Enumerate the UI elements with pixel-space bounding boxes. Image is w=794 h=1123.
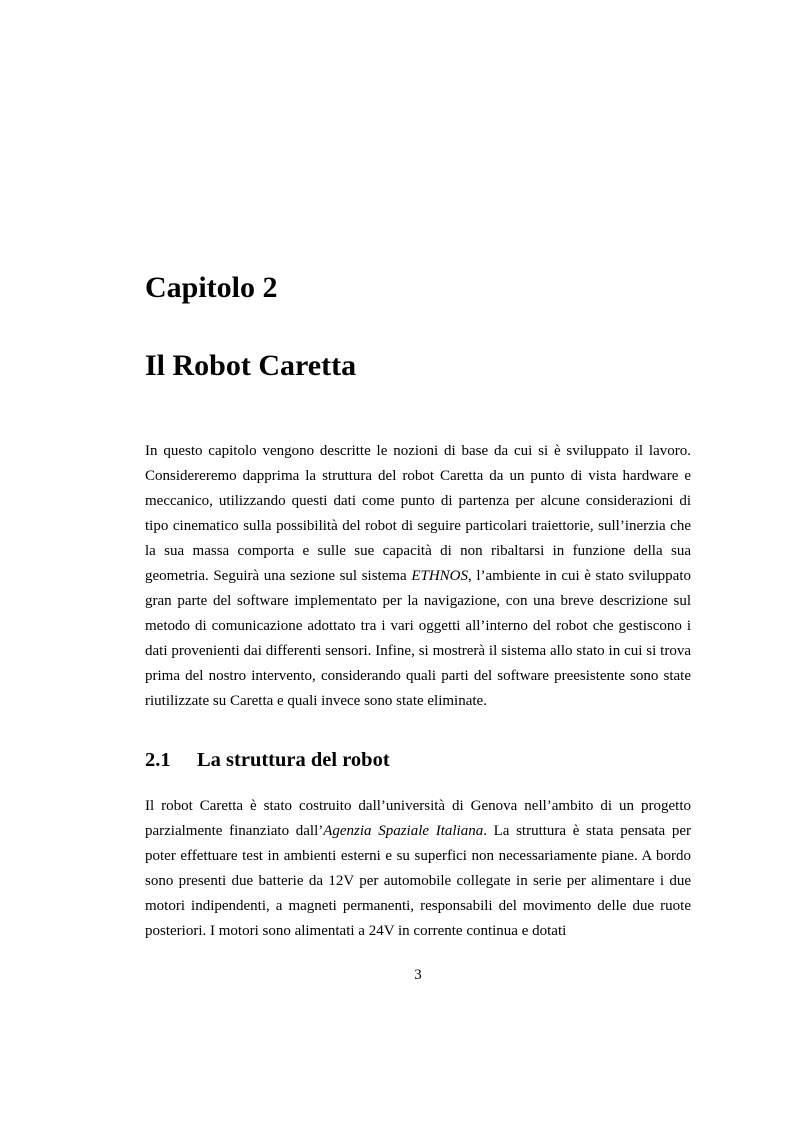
section-text-part-2: . La struttura è stata pensata per poter effettuare test in ambienti esterni e su superfici non necessariamente piane. A bordo sono presenti due batterie da 12V per automobile collegate in serie per alimentare i due motori indipendenti, a magneti permanenti, responsabili del movimento delle due ruote posteriori. I motori sono alimentati a 24V in corrente continua e dotati: [145, 823, 691, 939]
section-heading: [145, 747, 390, 773]
chapter-label: Capitolo 2: [145, 271, 278, 304]
ethnos-term: ETHNOS: [411, 568, 468, 584]
chapter-title: Il Robot Caretta: [145, 349, 357, 382]
agency-name: Agenzia Spaziale Italiana: [323, 823, 484, 839]
intro-text-part-1: In questo capitolo vengono descritte le nozioni di base da cui si è sviluppato il lavoro. Considereremo dapprima la struttura del robot Caretta da un punto di vista hardware e meccanico, utilizzando questi dati come punto di partenza per alcune considerazioni di tipo cinematico sulla possibilità del robot di seguire particolari traiettorie, sull’inerzia che la sua massa comporta e sulle sue capacità di non ribaltarsi in funzione della sua geometria. Seguirà una sezione sul sistema: [145, 443, 691, 584]
section-title: La struttura del robot: [197, 749, 390, 771]
section-paragraph: [145, 794, 691, 944]
page-number: 3: [414, 967, 422, 983]
section-text-part-1: Il robot Caretta è stato costruito dall’università di Genova nell’ambito di un progetto parzialmente finanziato dall’: [145, 798, 691, 839]
intro-text-part-2: , l’ambiente in cui è stato sviluppato gran parte del software implementato per la navigazione, con una breve descrizione sul metodo di comunicazione adottato tra i vari oggetti all’interno del robot che gestiscono i dati provenienti dai differenti sensori. Infine, si mostrerà il sistema allo stato in cui si trova prima del nostro intervento, considerando quali parti del software preesistente sono state riutilizzate su Caretta e quali invece sono state eliminate.: [145, 568, 691, 709]
document-page: [145, 0, 691, 1123]
section-number: 2.1: [145, 749, 171, 771]
intro-paragraph: [145, 439, 691, 714]
